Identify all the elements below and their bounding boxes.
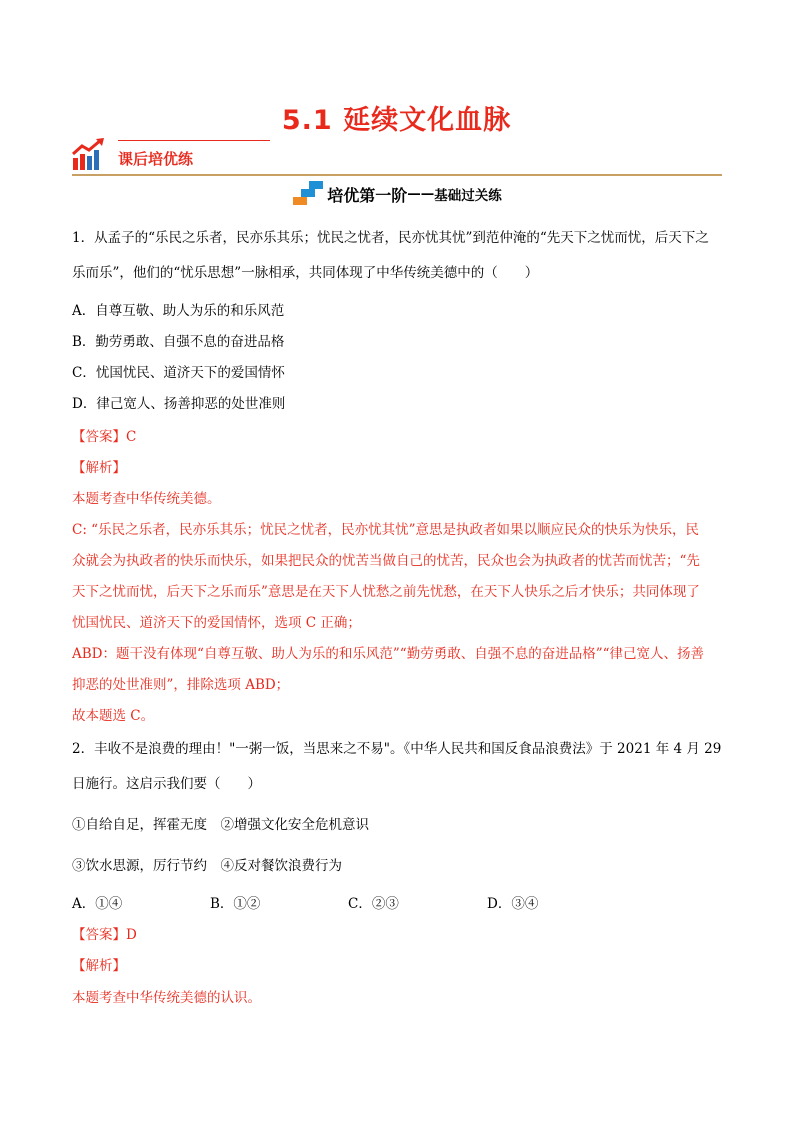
- q2-option-b: B．①②: [210, 896, 261, 912]
- q1-explanation: C: “乐民之乐者，民亦乐其乐；忧民之忧者，民亦忧其忧”意思是执政者如果以顺应民众的快乐为快乐，民: [72, 522, 699, 538]
- stairs-icon: [291, 181, 323, 207]
- tier-title: 培优第一阶: [327, 185, 408, 205]
- tier-subtitle: 基础过关练: [434, 188, 502, 204]
- tier-heading: [0, 181, 793, 211]
- q1-answer: 【答案】C: [72, 429, 137, 445]
- q1-explanation: 本题考查中华传统美德。: [72, 491, 221, 507]
- growth-chart-icon: [72, 136, 108, 172]
- q1-stem: 乐而乐”，他们的“忧乐思想”一脉相承，共同体现了中华传统美德中的（ ）: [72, 265, 539, 281]
- section-label: 课后培优练: [118, 150, 194, 168]
- q1-explanation: 故本题选 C。: [72, 708, 155, 724]
- q1-option-a: A．自尊互敬、助人为乐的和乐风范: [72, 303, 285, 319]
- q1-option-b: B．勤劳勇敢、自强不息的奋进品格: [72, 334, 285, 350]
- header-rule: [72, 174, 722, 176]
- q2-stem: 2．丰收不是浪费的理由！"一粥一饭，当思来之不易"。《中华人民共和国反食品浪费法》于 2021 年 4 月 29: [72, 741, 722, 757]
- q1-analysis-label: 【解析】: [72, 460, 126, 476]
- q2-analysis-label: 【解析】: [72, 958, 126, 974]
- q1-explanation: ABD：题干没有体现“自尊互敬、助人为乐的和乐风范”“勤劳勇敢、自强不息的奋进品格”“律己宽人、扬善: [72, 646, 705, 662]
- q1-option-c: C．忧国忧民、道济天下的爱国情怀: [72, 365, 285, 381]
- q2-explanation: 本题考查中华传统美德的认识。: [72, 990, 261, 1006]
- q2-items: ①自给自足，挥霍无度 ②增强文化安全危机意识: [72, 817, 369, 833]
- q1-explanation: 天下之忧而忧，后天下之乐而乐”意思是在天下人忧愁之前先忧愁，在天下人快乐之后才快乐；共同体现了: [72, 584, 700, 600]
- q1-stem: 1．从孟子的“乐民之乐者，民亦乐其乐；忧民之忧者，民亦忧其忧”到范仲淹的“先天下之忧而忧，后天下之: [72, 230, 709, 246]
- q2-option-a: A．①④: [72, 896, 123, 912]
- q2-stem: 日施行。这启示我们要（ ）: [72, 776, 261, 792]
- q1-explanation: 众就会为执政者的快乐而快乐，如果把民众的忧苦当做自己的忧苦，民众也会为执政者的忧苦而忧苦；“先: [72, 553, 700, 569]
- q1-option-d: D．律己宽人、扬善抑恶的处世准则: [72, 396, 286, 412]
- q1-explanation: 抑恶的处世准则”，排除选项 ABD；: [72, 677, 290, 693]
- q2-items: ③饮水思源，厉行节约 ④反对餐饮浪费行为: [72, 858, 342, 874]
- q2-answer: 【答案】D: [72, 927, 137, 943]
- section-header: [72, 136, 722, 178]
- q2-option-d: D．③④: [487, 896, 539, 912]
- q2-option-c: C．②③: [348, 896, 399, 912]
- header-accent-line: [118, 140, 270, 141]
- tier-dash: ——: [407, 186, 435, 202]
- page-title: 5.1 延续文化血脉: [281, 105, 512, 136]
- q1-explanation: 忧国忧民、道济天下的爱国情怀，选项 C 正确；: [72, 615, 361, 631]
